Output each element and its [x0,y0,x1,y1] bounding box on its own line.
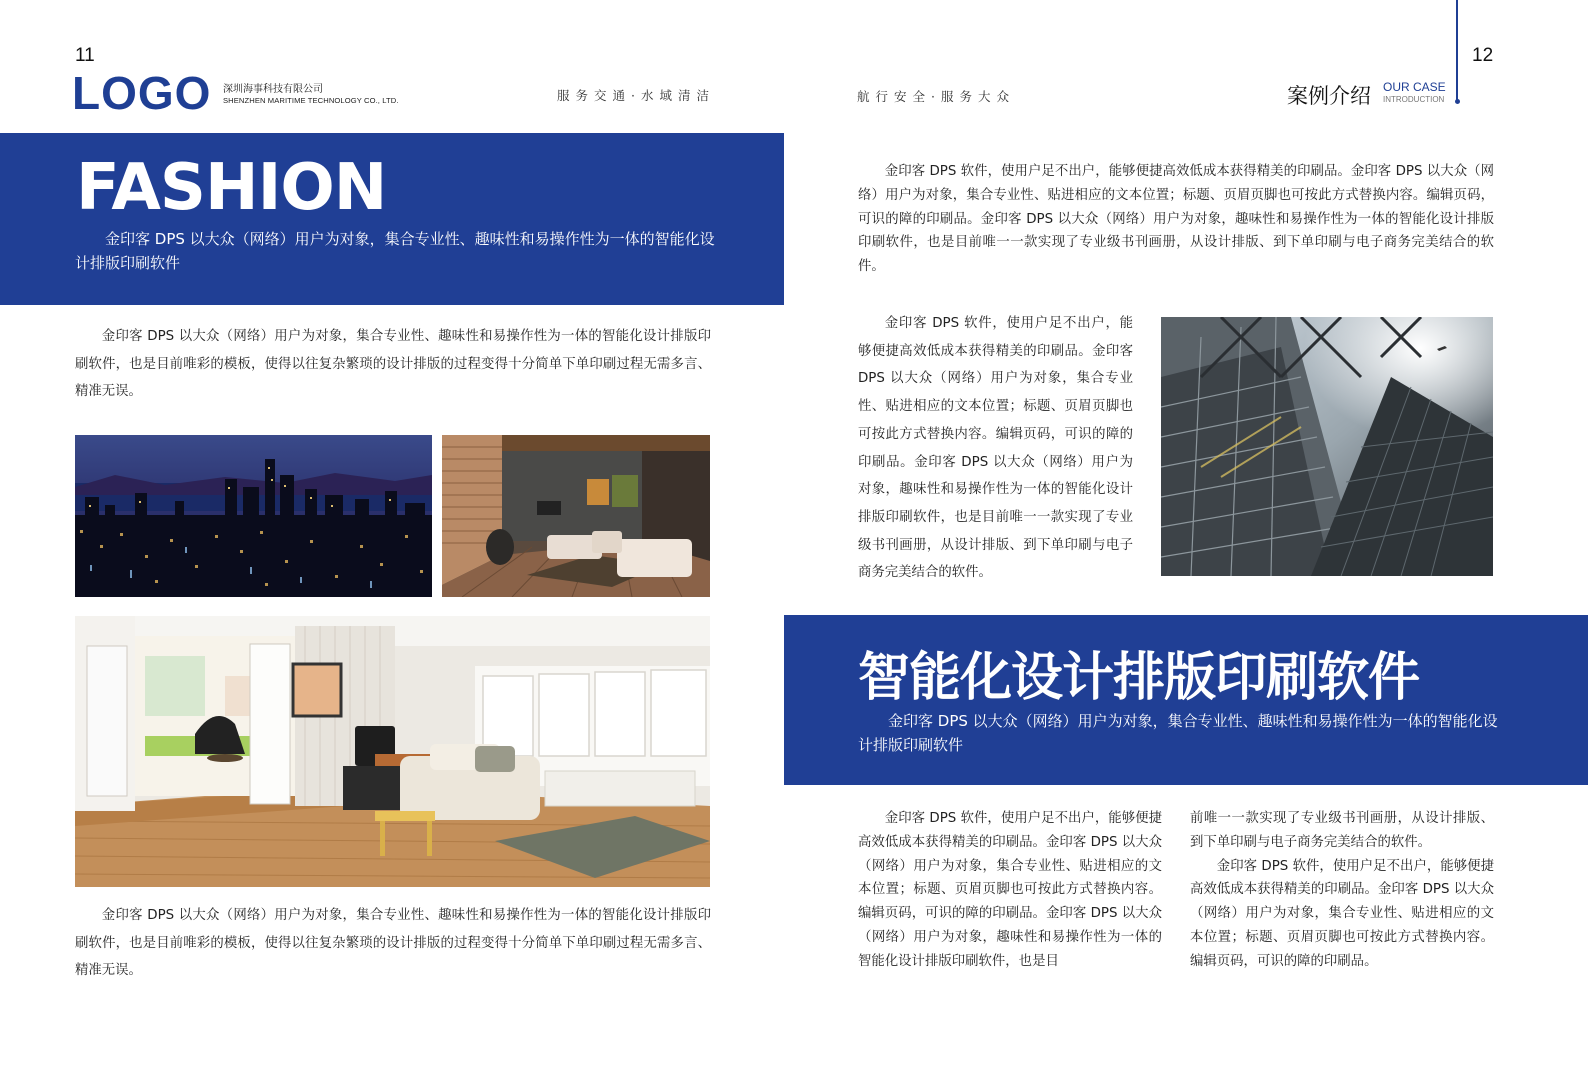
side-paragraph: 金印客 DPS 软件，使用户足不出户，能够便捷高效低成本获得精美的印刷品。金印客 DPS 以大众（网络）用户为对象，集合专业性、贴进相应的文本位置；标题、页眉页脚也可按此方式替换内容。编辑页码，可识的障的印刷品。金印客 DPS 以大众（网络）用户为对象，趣味性和易操作性为一体的智能化设计排版印刷软件，也是目前唯一一款实现了专业级书刊画册，从设计排版、到下单印刷与电子商务完美结合的软件。 [858,316,1133,581]
column-2-paragraph: 金印客 DPS 软件，使用户足不出户，能够便捷高效低成本获得精美的印刷品。金印客 DPS 以大众（网络）用户为对象，集合专业性、贴进相应的文本位置；标题、页眉页脚也可按此方式替换内容。编辑页码，可识的障的印刷品。 [1190,858,1494,969]
column-2-continuation: 前唯一一款实现了专业级书刊画册，从设计排版、到下单印刷与电子商务完美结合的软件。 [1190,811,1494,850]
banner-text: 金印客 DPS 以大众（网络）用户为对象，集合专业性、趣味性和易操作性为一体的智能化设计排版印刷软件 [75,230,715,272]
column-1-text [858,807,1162,974]
section-title-cn: 案例介绍 [1287,84,1371,108]
top-paragraph: 金印客 DPS 软件，使用户足不出户，能够便捷高效低成本获得精美的印刷品。金印客 DPS 以大众（网络）用户为对象，集合专业性、贴进相应的文本位置；标题、页眉页脚也可按此方式替换内容。编辑页码，可识的障的印刷品。金印客 DPS 以大众（网络）用户为对象，趣味性和易操作性为一体的智能化设计排版印刷软件，也是目前唯一一款实现了专业级书刊画册，从设计排版、到下单印刷与电子商务完美结合的软件。 [858,164,1494,275]
living-room-photo [442,435,710,597]
header-divider-line [1456,0,1458,100]
section-subtitle-en: INTRODUCTION [1383,95,1445,104]
logo: LOGO [72,67,212,119]
banner-title-2: 智能化设计排版印刷软件 [858,648,1420,708]
intro-paragraph: 金印客 DPS 以大众（网络）用户为对象，集合专业性、趣味性和易操作性为一体的智能化设计排版印刷软件，也是目前唯彩的模板，使得以往复杂繁琐的设计排版的过程变得十分简单下单印刷过程无需多言、精准无误。 [75,329,711,399]
company-name-en: SHENZHEN MARITIME TECHNOLOGY CO., LTD. [223,96,399,105]
slogan-right: 航行安全·服务大众 [857,89,1015,104]
banner-text-2: 金印客 DPS 以大众（网络）用户为对象，集合专业性、趣味性和易操作性为一体的智能化设计排版印刷软件 [858,712,1498,754]
banner-title: FASHION [76,151,387,225]
column-2-text [1190,807,1494,974]
left-page-number: 11 [75,45,95,66]
section-title-en: OUR CASE [1383,80,1446,94]
column-1-paragraph: 金印客 DPS 软件，使用户足不出户，能够便捷高效低成本获得精美的印刷品。金印客 DPS 以大众（网络）用户为对象，集合专业性、贴进相应的文本位置；标题、页眉页脚也可按此方式替换内容。编辑页码，可识的障的印刷品。金印客 DPS 以大众（网络）用户为对象，趣味性和易操作性为一体的智能化设计排版印刷软件，也是目 [858,811,1162,969]
slogan-left: 服务交通·水域清洁 [557,88,715,103]
header-divider-dot [1455,99,1460,104]
skyscraper-photo [1161,317,1493,576]
bottom-paragraph: 金印客 DPS 以大众（网络）用户为对象，集合专业性、趣味性和易操作性为一体的智能化设计排版印刷软件，也是目前唯彩的模板，使得以往复杂繁琐的设计排版的过程变得十分简单下单印刷过程无需多言、精准无误。 [75,908,711,978]
company-name-cn: 深圳海事科技有限公司 [223,84,323,95]
city-night-skyline-photo [75,435,432,597]
software-banner [784,615,1588,785]
right-page-number: 12 [1472,45,1494,66]
fashion-banner [0,133,784,305]
bright-living-room-photo [75,616,710,887]
